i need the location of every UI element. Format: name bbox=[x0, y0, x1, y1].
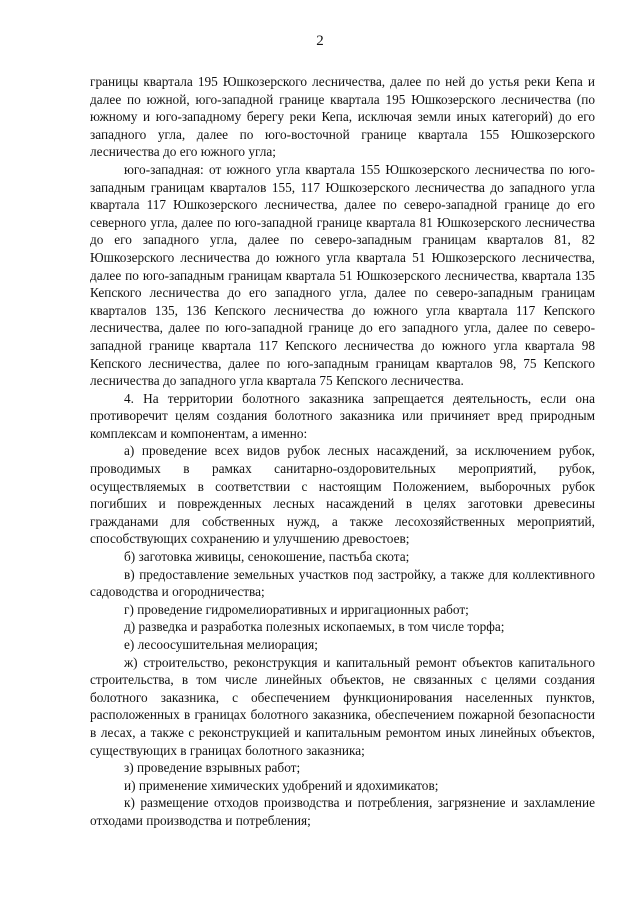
list-item-zh: ж) строительство, реконструкция и капитальный ремонт объектов капитального строительства, в том числе линейных объектов, не связанных с целями создания болотного заказника, с обеспечением функционирования населенных пунктов, расположенных в границах болотного заказника, обеспечением пожарной безопасности в лесах, а также с реконструкцией и капитальным ремонтом иных линейных объектов, существующих в границах болотного заказника; bbox=[90, 654, 595, 758]
list-item-b: б) заготовка живицы, сенокошение, пастьба скота; bbox=[124, 549, 410, 565]
list-item-e: е) лесоосушительная мелиорация; bbox=[124, 637, 318, 652]
list-item-v: в) предоставление земельных участков под застройку, а также для коллективного садоводства и огородничества; bbox=[90, 566, 595, 600]
list-item-g: г) проведение гидромелиоративных и ирригационных работ; bbox=[124, 601, 469, 617]
list-item-d: д) разведка и разработка полезных ископаемых, в том числе торфа; bbox=[124, 619, 505, 635]
paragraph-clause-4: 4. На территории болотного заказника запрещается деятельность, если она противоречит целям создания болотного заказника или причиняет вред природным комплексам и компонентам, а именно: bbox=[90, 390, 595, 441]
list-item-z: з) проведение взрывных работ; bbox=[124, 760, 301, 776]
paragraph-boundary-continuation: границы квартала 195 Юшкозерского лесничества, далее по ней до устья реки Кепа и далее по южной, юго-западной границе квартала 195 Юшкозерского лесничества (по южному и юго-западному берегу реки Кепа, исключая земли иных категорий) до его западного угла, далее по юго-восточной границе квартала 155 Юшкозерского лесничества до его южного угла; bbox=[90, 74, 595, 160]
list-item-a: а) проведение всех видов рубок лесных насаждений, за исключением рубок, проводимых в рамках санитарно-оздоровительных мероприятий, рубок, осуществляемых в соответствии с настоящим Положением, выборочных рубок погибших и поврежденных лесных насаждений в целях заготовки древесины гражданами для собственных нужд, а также лесохозяйственных мероприятий, способствующих сохранению и улучшению древостоев; bbox=[90, 443, 595, 547]
page-number: 2 bbox=[316, 33, 324, 49]
paragraph-southwest-boundary: юго-западная: от южного угла квартала 155 Юшкозерского лесничества по юго-западным границам кварталов 155, 117 Юшкозерского лесничества до западного угла квартала 117 Юшкозерского лесничества, далее по северо-западной границе до его северного угла, далее по юго-западной границе квартала 81 Юшкозерского лесничества до его западного угла, далее по северо-западным границам кварталов 81, 82 Юшкозерского лесничества до южного угла квартала 51 Юшкозерского лесничества, далее по юго-западным границам квартала 51 Юшкозерского лесничества, квартала 135 Кепского лесничества до его западного угла, далее по северо-западным границам кварталов 135, 136 Кепского лесничества до южного угла квартала 117 Кепского лесничества, далее по юго-западной границе до его западного угла, далее по северо-западной границе квартала 117 Кепского лесничества до южного угла квартала 98 Кепского лесничества, далее по юго-западным границам кварталов 98, 75 Кепского лесничества до западного угла квартала 75 Кепского лесничества. bbox=[90, 161, 595, 389]
list-item-k: к) размещение отходов производства и потребления, загрязнение и захламление отходами производства и потребления; bbox=[90, 795, 595, 828]
document-body bbox=[90, 73, 595, 830]
list-item-i: и) применение химических удобрений и ядохимикатов; bbox=[124, 777, 439, 793]
